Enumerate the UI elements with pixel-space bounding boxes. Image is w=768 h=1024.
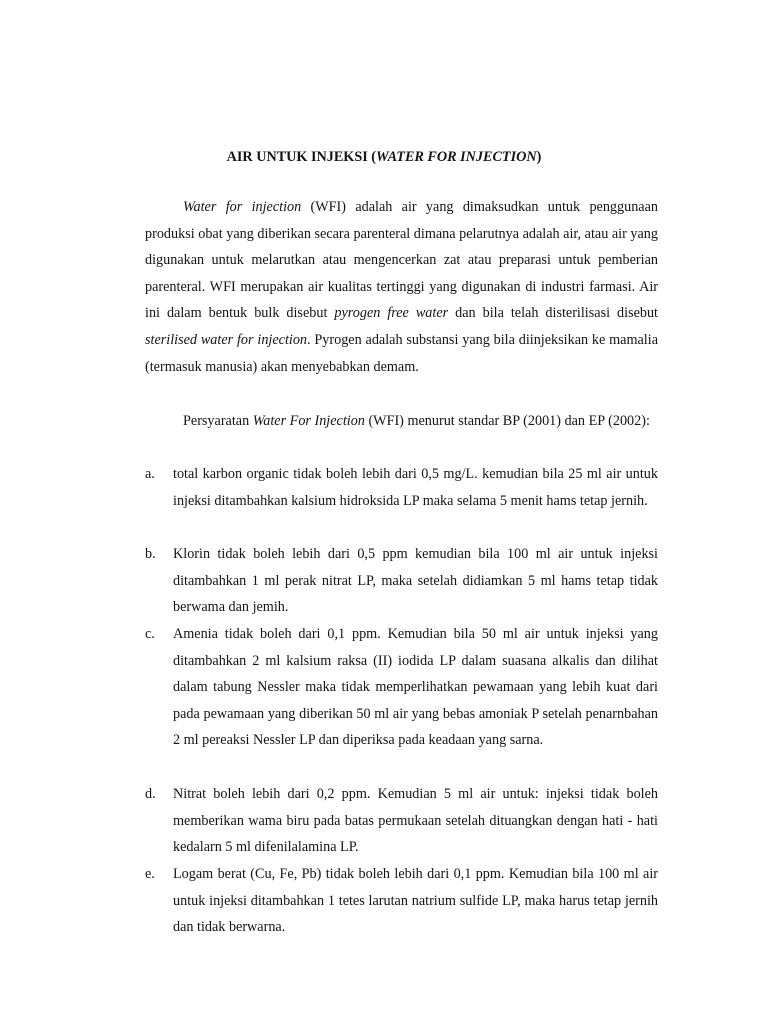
- list-item-text: Nitrat boleh lebih dari 0,2 ppm. Kemudian 5 ml air untuk: injeksi tidak boleh memberikan wama biru pada batas permukaan setelah dituangkan dengan hati - hati kedalarn 5 ml difenilalamina LP.: [173, 786, 658, 856]
- p2-text-2: (WFI) menurut standar BP (2001) dan EP (2002):: [364, 413, 650, 429]
- list-item-text: Logam berat (Cu, Fe, Pb) tidak boleh lebih dari 0,1 ppm. Kemudian bila 100 ml air untuk injeksi ditambahkan 1 tetes larutan natrium sulfide LP, maka harus tetap jernih dan tidak berwarna.: [173, 866, 658, 936]
- list-item-text: total karbon organic tidak boleh lebih dari 0,5 mg/L. kemudian bila 25 ml air untuk injeksi ditambahkan kalsium hidroksida LP maka selama 5 menit hams tetap jernih.: [173, 466, 658, 509]
- list-item-d: [145, 781, 658, 861]
- list-marker: a.: [145, 466, 155, 482]
- list-item-b: [145, 541, 658, 621]
- list-item-c: [145, 621, 658, 754]
- title-prefix: AIR UNTUK INJEKSI (: [226, 149, 377, 165]
- paragraph-requirements: [145, 408, 658, 435]
- paragraph-definition: [145, 194, 658, 380]
- p2-text-1: Persyaratan: [183, 413, 253, 429]
- document-title: [0, 148, 768, 166]
- title-suffix: ): [536, 149, 542, 165]
- p1-text-1: (WFI) adalah air yang dimaksudkan untuk penggunaan produksi obat yang diberikan secara parenteral dimana pelarutnya adalah air, atau air yang digunakan untuk melarutkan atau mengencerkan zat atau preparasi untuk pemberian parenteral. WFI merupakan air kualitas tertinggi yang digunakan di industri farmasi. Air ini dalam bentuk bulk disebut: [145, 199, 658, 322]
- list-item-text: Amenia tidak boleh dari 0,1 ppm. Kemudian bila 50 ml air untuk injeksi yang ditambahkan 2 ml kalsium raksa (II) iodida LP dalam suasana alkalis dan dilihat dalam tabung Nessler maka tidak memperlihatkan pewamaan yang lebih kuat dari pada pewamaan yang diberikan 50 ml air yang bebas amoniak P setelah penarnbahan 2 ml pereaksi Nessler LP dan diperiksa pada keadaan yang sarna.: [173, 626, 658, 749]
- list-marker: d.: [145, 786, 156, 802]
- title-italic: WATER FOR INJECTION: [376, 149, 537, 165]
- list-marker: e.: [145, 866, 155, 882]
- list-item-e: [145, 861, 658, 941]
- p1-text-2: dan bila telah disterilisasi disebut: [448, 305, 658, 322]
- p1-term-sterilised: sterilised water for injection: [145, 331, 308, 348]
- p2-term: Water For Injection: [252, 413, 365, 429]
- list-marker: b.: [145, 546, 156, 562]
- list-item-a: [145, 461, 658, 514]
- list-item-text: Klorin tidak boleh lebih dari 0,5 ppm kemudian bila 100 ml air untuk injeksi ditambahkan 1 ml perak nitrat LP, maka setelah didiamkan 5 ml hams tetap tidak berwama dan jemih.: [173, 546, 658, 616]
- p1-text-3: . Pyrogen adalah substansi yang bila diinjeksikan ke mamalia (termasuk manusia) akan menyebabkan demam.: [145, 331, 658, 375]
- list-marker: c.: [145, 626, 155, 642]
- p1-term-pyrogen-free: pyrogen free water: [334, 305, 449, 322]
- p1-term: Water for injection: [183, 199, 302, 215]
